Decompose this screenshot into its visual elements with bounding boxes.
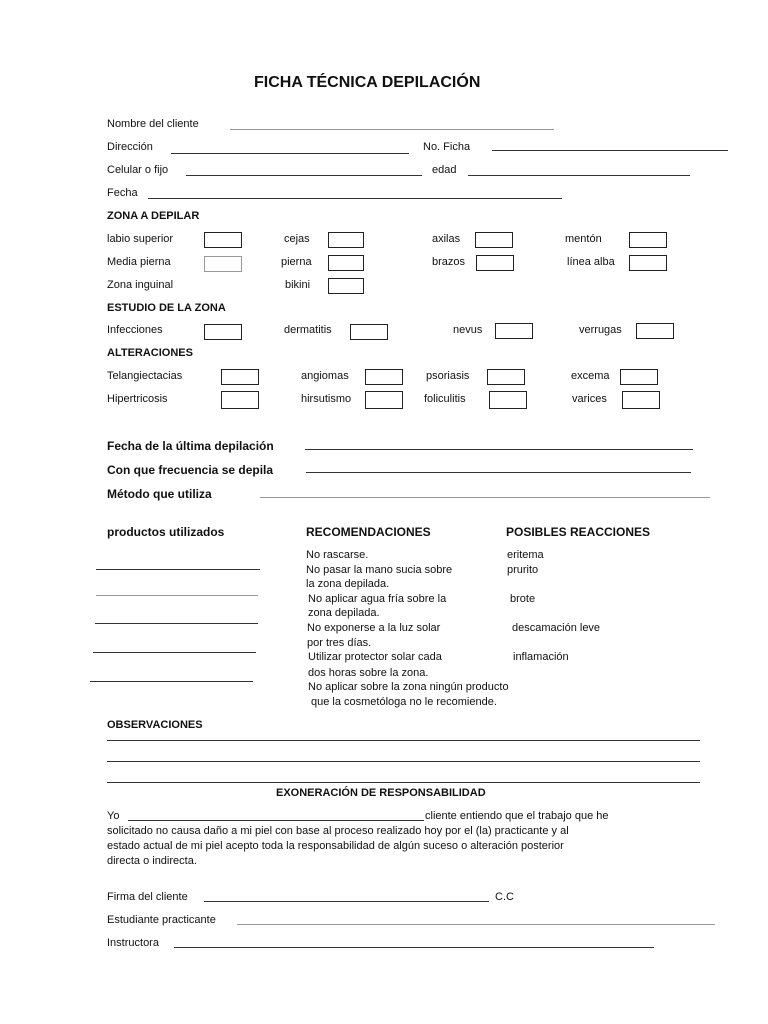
recommendation-text: No exponerse a la luz solar <box>307 622 441 634</box>
recommendation-text: No aplicar sobre la zona ningún producto <box>308 681 509 693</box>
waiver-text: solicitado no causa daño a mi piel con base al proceso realizado hoy por el (la) practicante y al <box>107 825 569 837</box>
client-signature-field[interactable] <box>204 901 489 902</box>
client-signature-label: Firma del cliente <box>107 891 188 903</box>
zona-label: brazos <box>432 256 466 268</box>
instructor-field[interactable] <box>174 947 654 948</box>
date-field[interactable] <box>148 198 562 199</box>
alteracion-checkbox[interactable] <box>489 391 527 409</box>
waiver-name-field[interactable] <box>128 820 424 821</box>
zona-checkbox[interactable] <box>475 232 513 248</box>
zona-label: mentón <box>565 233 602 245</box>
age-label: edad <box>432 164 457 176</box>
waiver-text: estado actual de mi piel acepto toda la responsabilidad de algún suceso o alteración posterior <box>107 840 564 852</box>
alteracion-label: Hipertricosis <box>107 393 168 405</box>
estudio-label: dermatitis <box>284 324 332 336</box>
alteracion-checkbox[interactable] <box>622 391 660 409</box>
estudio-label: nevus <box>453 324 483 336</box>
cc-label: C.C <box>495 891 514 903</box>
recommendation-text: No pasar la mano sucia sobre <box>306 564 453 576</box>
date-label: Fecha <box>107 187 138 199</box>
recommendation-text: No rascarse. <box>306 549 369 561</box>
estudio-label: verrugas <box>579 324 622 336</box>
file-number-field[interactable] <box>492 150 728 151</box>
alteracion-label: hirsutismo <box>301 393 352 405</box>
product-line[interactable] <box>93 652 256 653</box>
zona-checkbox[interactable] <box>629 232 667 248</box>
alteracion-label: psoriasis <box>426 370 470 382</box>
alteracion-label: Telangiectacias <box>107 370 183 382</box>
instructor-label: Instructora <box>107 937 159 949</box>
waiver-text: cliente entiendo que el trabajo que he <box>425 810 609 822</box>
frequency-label: Con que frecuencia se depila <box>107 463 274 477</box>
zona-label: bikini <box>285 279 311 291</box>
zona-checkbox[interactable] <box>328 232 364 248</box>
alteracion-checkbox[interactable] <box>365 391 403 409</box>
zona-checkbox[interactable] <box>204 256 242 272</box>
zona-label: Media pierna <box>107 256 171 268</box>
address-field[interactable] <box>171 153 409 154</box>
method-field[interactable] <box>260 497 710 498</box>
waiver-heading: EXONERACIÓN DE RESPONSABILIDAD <box>276 787 486 799</box>
reaction-text: brote <box>510 593 536 605</box>
recommendation-text: No aplicar agua fría sobre la <box>308 593 447 605</box>
estudio-checkbox[interactable] <box>350 324 388 340</box>
alteracion-label: excema <box>571 370 610 382</box>
last-depilation-field[interactable] <box>305 449 693 450</box>
estudio-heading: ESTUDIO DE LA ZONA <box>107 302 226 314</box>
estudio-checkbox[interactable] <box>495 323 533 339</box>
observations-line[interactable] <box>107 740 700 741</box>
alteracion-checkbox[interactable] <box>620 369 658 385</box>
zona-label: axilas <box>432 233 461 245</box>
address-label: Dirección <box>107 141 153 153</box>
reactions-heading: POSIBLES REACCIONES <box>506 525 651 539</box>
alteracion-checkbox[interactable] <box>221 391 259 409</box>
recommendation-text: por tres días. <box>307 637 372 649</box>
recommendations-heading: RECOMENDACIONES <box>306 525 431 539</box>
product-line[interactable] <box>96 595 258 596</box>
zona-label: cejas <box>284 233 310 245</box>
student-field[interactable] <box>237 924 715 925</box>
zona-checkbox[interactable] <box>476 255 514 271</box>
observations-heading: OBSERVACIONES <box>107 719 203 731</box>
student-label: Estudiante practicante <box>107 914 216 926</box>
estudio-checkbox[interactable] <box>204 324 242 340</box>
file-number-label: No. Ficha <box>423 141 471 153</box>
recommendation-text: dos horas sobre la zona. <box>308 667 429 679</box>
alteraciones-heading: ALTERACIONES <box>107 347 193 359</box>
zona-checkbox[interactable] <box>204 232 242 248</box>
phone-field[interactable] <box>186 175 422 176</box>
waiver-text: directa o indirecta. <box>107 855 197 867</box>
client-name-field[interactable] <box>230 129 554 130</box>
method-label: Método que utiliza <box>107 487 212 501</box>
alteracion-label: foliculitis <box>424 393 466 405</box>
product-line[interactable] <box>95 623 258 624</box>
alteracion-checkbox[interactable] <box>221 369 259 385</box>
zona-checkbox[interactable] <box>328 255 364 271</box>
zona-label: pierna <box>281 256 312 268</box>
observations-line[interactable] <box>107 782 700 783</box>
frequency-field[interactable] <box>306 472 691 473</box>
reaction-text: eritema <box>507 549 544 561</box>
page-title: FICHA TÉCNICA DEPILACIÓN <box>254 74 481 91</box>
recommendation-text: la zona depilada. <box>306 578 390 590</box>
observations-line[interactable] <box>107 761 700 762</box>
waiver-yo: Yo <box>107 810 120 822</box>
estudio-checkbox[interactable] <box>636 323 674 339</box>
zona-checkbox[interactable] <box>629 255 667 271</box>
products-heading: productos utilizados <box>107 525 225 539</box>
estudio-label: Infecciones <box>107 324 163 336</box>
product-line[interactable] <box>90 681 253 682</box>
last-depilation-label: Fecha de la última depilación <box>107 439 274 453</box>
alteracion-checkbox[interactable] <box>365 369 403 385</box>
recommendation-text: zona depilada. <box>308 607 380 619</box>
client-name-label: Nombre del cliente <box>107 118 199 130</box>
alteracion-label: angiomas <box>301 370 349 382</box>
age-field[interactable] <box>468 175 690 176</box>
alteracion-checkbox[interactable] <box>487 369 525 385</box>
product-line[interactable] <box>96 569 260 570</box>
zona-checkbox[interactable] <box>328 278 364 294</box>
reaction-text: descamación leve <box>512 622 601 634</box>
zona-label: Zona inguinal <box>107 279 174 291</box>
recommendation-text: Utilizar protector solar cada <box>308 651 442 663</box>
reaction-text: prurito <box>507 564 539 576</box>
zona-label: labio superior <box>107 233 174 245</box>
zona-label: línea alba <box>567 256 615 268</box>
phone-label: Celular o fijo <box>107 164 169 176</box>
reaction-text: inflamación <box>513 651 569 663</box>
zona-heading: ZONA A DEPILAR <box>107 210 200 222</box>
recommendation-text: que la cosmetóloga no le recomiende. <box>311 696 497 708</box>
alteracion-label: varices <box>572 393 607 405</box>
